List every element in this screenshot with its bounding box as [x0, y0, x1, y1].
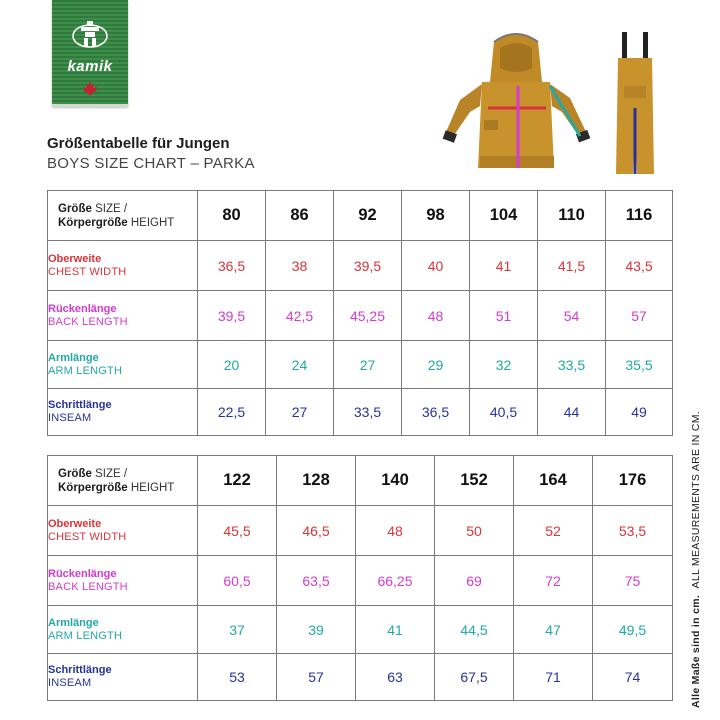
inseam-value: 67,5 [435, 654, 514, 701]
back-value: 69 [435, 556, 514, 606]
back-value: 51 [470, 291, 538, 341]
chest-value: 41 [470, 241, 538, 291]
arm-value: 24 [266, 341, 334, 389]
parka-measurement-illustration [440, 28, 592, 176]
arm-value: 39 [277, 606, 356, 654]
chest-value: 40 [402, 241, 470, 291]
size-cell: 92 [334, 191, 402, 241]
arm-value: 29 [402, 341, 470, 389]
arm-value: 32 [470, 341, 538, 389]
inseam-row-label: Schrittlänge INSEAM [48, 654, 198, 701]
inseam-value: 33,5 [334, 389, 402, 436]
back-value: 48 [402, 291, 470, 341]
back-row [48, 291, 673, 341]
size-header-row [48, 191, 673, 241]
size-cell: 152 [435, 456, 514, 506]
back-value: 39,5 [198, 291, 266, 341]
arm-row [48, 341, 673, 389]
back-value: 72 [514, 556, 593, 606]
size-height-header: Größe SIZE / Körpergröße HEIGHT [48, 191, 198, 241]
inseam-value: 22,5 [198, 389, 266, 436]
inseam-value: 40,5 [470, 389, 538, 436]
inseam-value: 27 [266, 389, 334, 436]
arm-value: 49,5 [593, 606, 673, 654]
inseam-row-label: Schrittlänge INSEAM [48, 389, 198, 436]
inseam-value: 57 [277, 654, 356, 701]
chest-value: 45,5 [198, 506, 277, 556]
arm-value: 37 [198, 606, 277, 654]
page-title: Größentabelle für Jungen [47, 135, 230, 152]
chest-value: 46,5 [277, 506, 356, 556]
chest-value: 52 [514, 506, 593, 556]
size-cell: 110 [538, 191, 606, 241]
inseam-row [48, 389, 673, 436]
inseam-value: 63 [356, 654, 435, 701]
chest-row [48, 506, 673, 556]
chest-row-label: Oberweite CHEST WIDTH [48, 241, 198, 291]
size-cell: 164 [514, 456, 593, 506]
size-table-2 [47, 455, 673, 701]
arm-row-label: Armlänge ARM LENGTH [48, 341, 198, 389]
inseam-value: 53 [198, 654, 277, 701]
back-value: 42,5 [266, 291, 334, 341]
size-header-row [48, 456, 673, 506]
back-value: 45,25 [334, 291, 402, 341]
back-row-label: Rückenlänge BACK LENGTH [48, 291, 198, 341]
arm-value: 41 [356, 606, 435, 654]
back-value: 66,25 [356, 556, 435, 606]
chest-value: 39,5 [334, 241, 402, 291]
size-cell: 176 [593, 456, 673, 506]
arm-row [48, 606, 673, 654]
arm-value: 47 [514, 606, 593, 654]
size-cell: 80 [198, 191, 266, 241]
back-row [48, 556, 673, 606]
chest-value: 50 [435, 506, 514, 556]
bib-pants-measurement-illustration [612, 30, 658, 176]
back-row-label: Rückenlänge BACK LENGTH [48, 556, 198, 606]
inseam-row [48, 654, 673, 701]
chest-row-label: Oberweite CHEST WIDTH [48, 506, 198, 556]
chest-value: 48 [356, 506, 435, 556]
size-table-1 [47, 190, 673, 436]
inseam-value: 36,5 [402, 389, 470, 436]
size-cell: 122 [198, 456, 277, 506]
inseam-value: 49 [606, 389, 673, 436]
arm-value: 33,5 [538, 341, 606, 389]
inseam-value: 71 [514, 654, 593, 701]
back-value: 57 [606, 291, 673, 341]
page-subtitle: BOYS SIZE CHART – PARKA [47, 155, 255, 172]
inseam-value: 44 [538, 389, 606, 436]
size-cell: 116 [606, 191, 673, 241]
arm-value: 35,5 [606, 341, 673, 389]
maple-leaf-icon [81, 80, 99, 98]
chest-value: 53,5 [593, 506, 673, 556]
chest-value: 43,5 [606, 241, 673, 291]
inukshuk-logo-icon [72, 18, 108, 54]
size-cell: 98 [402, 191, 470, 241]
back-value: 75 [593, 556, 673, 606]
measurement-note: Alle Maße sind in cm. ALL MEASUREMENTS ARE IN CM. [690, 410, 702, 708]
chest-row [48, 241, 673, 291]
back-value: 63,5 [277, 556, 356, 606]
chest-value: 36,5 [198, 241, 266, 291]
back-value: 54 [538, 291, 606, 341]
size-cell: 140 [356, 456, 435, 506]
size-cell: 104 [470, 191, 538, 241]
inseam-value: 74 [593, 654, 673, 701]
chest-value: 38 [266, 241, 334, 291]
chest-value: 41,5 [538, 241, 606, 291]
brand-name: kamik [67, 58, 113, 75]
arm-row-label: Armlänge ARM LENGTH [48, 606, 198, 654]
arm-value: 44,5 [435, 606, 514, 654]
back-value: 60,5 [198, 556, 277, 606]
size-height-header: Größe SIZE / Körpergröße HEIGHT [48, 456, 198, 506]
size-cell: 128 [277, 456, 356, 506]
size-cell: 86 [266, 191, 334, 241]
brand-tag [52, 0, 128, 107]
arm-value: 27 [334, 341, 402, 389]
arm-value: 20 [198, 341, 266, 389]
